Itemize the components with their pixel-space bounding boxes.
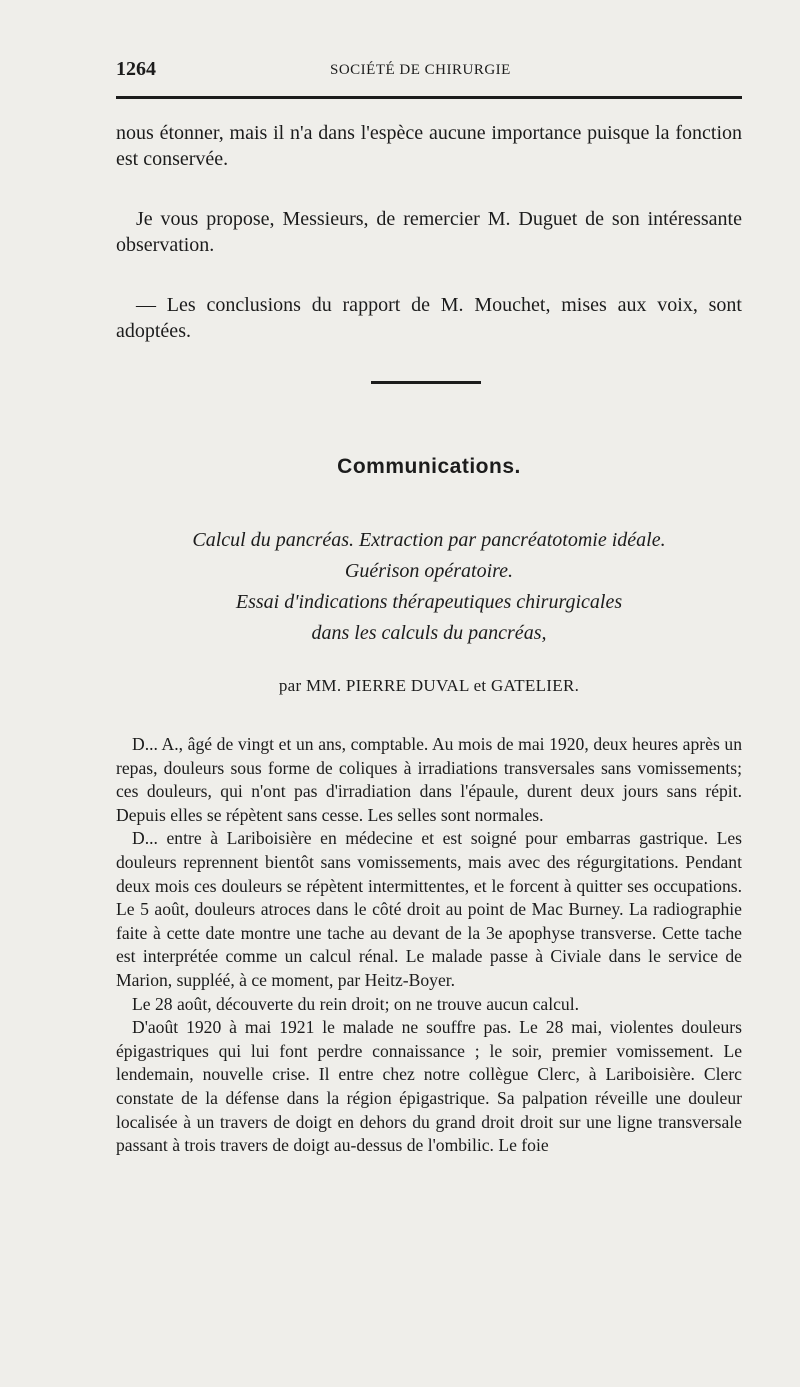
body-paragraph: D... A., âgé de vingt et un ans, comptable. Au mois de mai 1920, deux heures après un repas, douleurs sous forme de coliques à irradiations transversales sans vomissements; ces douleurs, qui n'ont pas d'irradiation dans l'épaule, durent deux jours sans répit. Depuis elles se répètent sans cesse. Les selles sont normales. [116, 734, 742, 825]
article-title-line: Calcul du pancréas. Extraction par pancréatotomie idéale. [192, 529, 666, 551]
intro-paragraph-3: — Les conclusions du rapport de M. Mouchet, mises aux voix, sont adoptées. [116, 294, 742, 342]
header-rule [116, 96, 742, 99]
article-title-line: dans les calculs du pancréas, [311, 622, 547, 644]
body-paragraph: D'août 1920 à mai 1921 le malade ne souffre pas. Le 28 mai, violentes douleurs épigastriques qui lui font perdre connaissance ; le soir, premier vomissement. Le lendemain, nouvelle crise. Il entre chez notre collègue Clerc, à Lariboisière. Clerc constate de la défense dans la région épigastrique. Sa palpation réveille une douleur localisée à un travers de doigt en dehors du grand droit droit sur une ligne transversale passant à trois travers de doigt au-dessus de l'ombilic. Le foie [116, 1017, 742, 1156]
article-body [116, 733, 742, 1158]
section-title: Communications. [337, 455, 521, 478]
byline: par MM. PIERRE DUVAL et GATELIER. [278, 676, 580, 695]
intro-paragraph-2: Je vous propose, Messieurs, de remercier M. Duguet de son intéressante observation. [116, 208, 742, 256]
section-divider [371, 381, 481, 384]
article-title-line: Essai d'indications thérapeutiques chirurgicales [235, 591, 623, 613]
running-head: SOCIÉTÉ DE CHIRURGIE [330, 62, 511, 78]
page-header [116, 58, 742, 88]
intro-paragraph-1: nous étonner, mais il n'a dans l'espèce aucune importance puisque la fonction est conservée. [116, 122, 742, 170]
article-title [116, 525, 742, 649]
page-number: 1264 [116, 58, 156, 80]
body-paragraph: Le 28 août, découverte du rein droit; on ne trouve aucun calcul. [132, 993, 580, 1014]
body-paragraph: D... entre à Lariboisière en médecine et est soigné pour embarras gastrique. Les douleurs reprennent bientôt sans vomissements, mais avec des régurgitations. Pendant deux mois ces douleurs se répètent intermittentes, et le forcent à quitter ses occupations. Le 5 août, douleurs atroces dans le côté droit au point de Mac Burney. La radiographie faite à cette date montre une tache au devant de la 3e apophyse transverse. Cette tache est interprétée comme un calcul rénal. Le malade passe à Civiale dans le service de Marion, suppléé, à ce moment, par Heitz-Boyer. [116, 828, 742, 990]
article-title-line: Guérison opératoire. [344, 560, 514, 582]
